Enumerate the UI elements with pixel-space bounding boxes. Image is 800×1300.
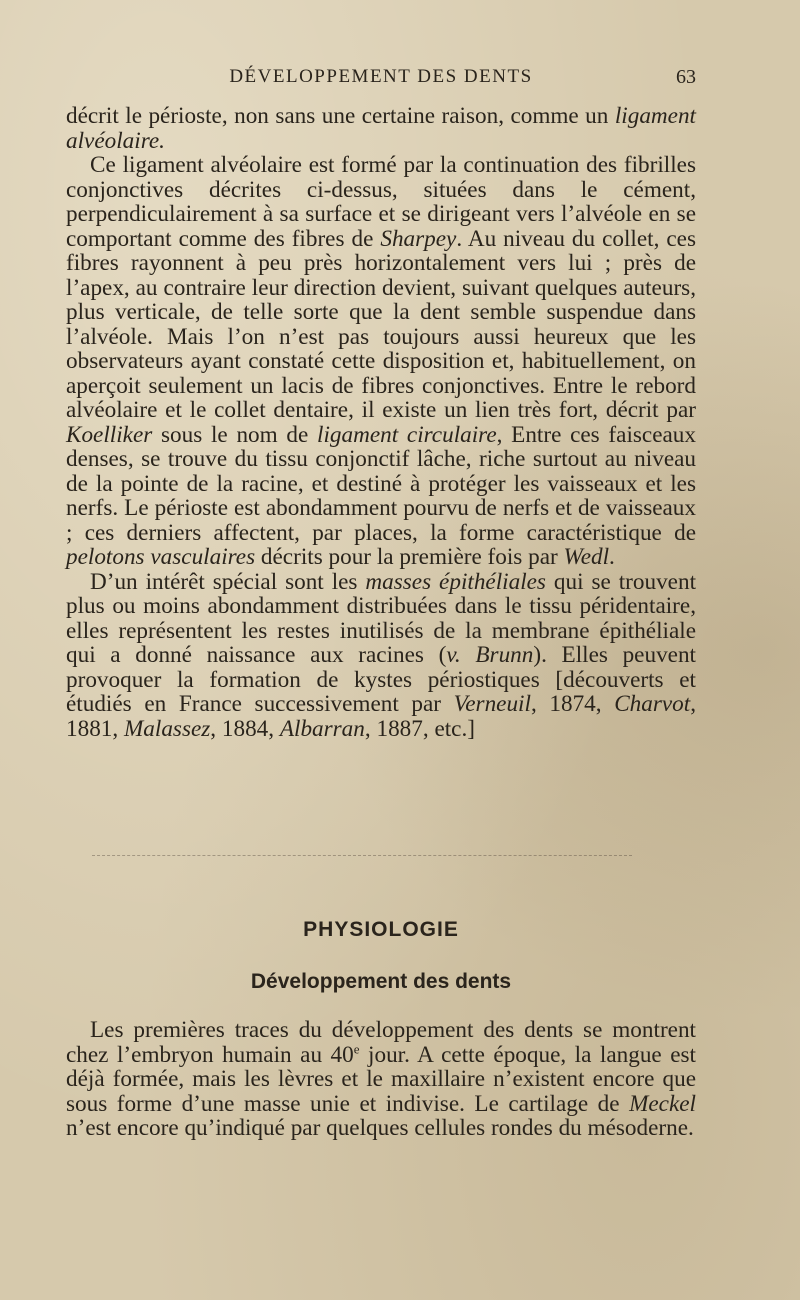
name-charvot: Charvot [614, 691, 691, 717]
name-albarran: Albarran [279, 715, 365, 742]
paragraph-text: jour. A cette époque, la langue est déjà formée, mais les lèvres et le maxillaire n’existent encore que sous forme d’une masse unie et indivise. Le cartilage de [66, 1041, 696, 1117]
paragraph-text: . Au niveau du collet, ces fibres rayonnent à peu près horizontalement vers lui ; près de l’apex, au contraire leur direction devient, suivant quelques auteurs, plus verticale, de telle sorte que la dent semble suspendue dans l’alvéole. Mais l’on n’est pas toujours aussi heureux que les observateurs ayant constaté cette disposition et, habituellement, on aperçoit seulement un lacis de fibres conjonctives. Entre le rebord alvéolaire et le collet dentaire, il existe un lien très fort, décrit par [66, 225, 696, 423]
paragraph-text: qui se trouvent plus ou moins abondamment distribuées dans le tissu péridentaire, elles représentent les restes inutilisés de la membrane épithéliale qui a donné naissance aux racines ( [66, 568, 697, 668]
page-number: 63 [676, 66, 696, 88]
paragraph-3 [66, 570, 696, 742]
paragraph-text: n’est encore qu’indiqué par quelques cellules rondes du mésoderne. [66, 1115, 694, 1141]
paragraph-text: Les premières traces du développement des dents se montrent chez l’embryon humain au 40 [66, 1017, 696, 1068]
paragraph-text: Ce ligament alvéolaire est formé par la continuation des fibrilles conjonctives décrites ci-dessus, situées dans le cément, perpendiculairement à sa surface et se dirigeant vers l’alvéole en se comportant comme des fibres de [66, 152, 696, 252]
paragraph-text: ). Elles peuvent provoquer la formation de kystes périostiques [découverts et étudiés en France successivement par [66, 642, 696, 717]
paragraph-text: D’un intérêt spécial sont les [90, 568, 366, 595]
section-subtitle: Développement des dents [250, 970, 512, 993]
superscript: e [353, 1040, 360, 1056]
paragraph-text: , 1881, [66, 691, 697, 742]
name-koelliker: Koelliker [66, 421, 153, 448]
section-divider [92, 855, 632, 856]
term-masses-epitheliales: masses épithéliales [365, 568, 546, 595]
body-text-lower [66, 1018, 696, 1141]
paragraph-1 [66, 104, 696, 153]
paragraph-4 [66, 1018, 696, 1141]
name-sharpey: Sharpey [380, 225, 457, 252]
term-ligament-alveolaire: ligament alvéolaire. [66, 103, 696, 154]
paragraph-text: , 1887, etc.] [364, 715, 475, 742]
paragraph-2 [66, 153, 696, 570]
ref-brunn: v. Brunn [446, 642, 534, 668]
name-malassez: Malassez [123, 715, 211, 742]
section-title: PHYSIOLOGIE [303, 918, 459, 941]
name-wedl: Wedl [563, 544, 610, 570]
name-meckel: Meckel [629, 1090, 696, 1117]
running-title: DÉVELOPPEMENT DES DENTS [229, 66, 533, 87]
paragraph-text: décrits pour la première fois par [255, 544, 564, 570]
name-verneuil: Verneuil [453, 691, 531, 717]
paragraph-text: décrit le périoste, non sans une certaine raison, comme un [66, 103, 615, 129]
running-header [66, 66, 696, 94]
paragraph-text: , Entre ces faisceaux denses, se trouve du tissu conjonctif lâche, riche surtout au niveau de la pointe de la racine, et destiné à protéger les vaisseaux et les nerfs. Le périoste est abondamment pourvu de nerfs et de vaisseaux ; ces derniers affectent, par places, la forme caractéristique de [66, 421, 696, 546]
paragraph-text: , 1874, [530, 691, 615, 717]
body-text [66, 104, 696, 741]
term-pelotons-vasculaires: pelotons vasculaires [66, 544, 256, 570]
paragraph-text: , 1884, [210, 715, 280, 742]
paragraph-text: sous le nom de [152, 421, 318, 448]
term-ligament-circulaire: ligament circulaire [317, 421, 497, 448]
paragraph-text: . [609, 544, 615, 570]
